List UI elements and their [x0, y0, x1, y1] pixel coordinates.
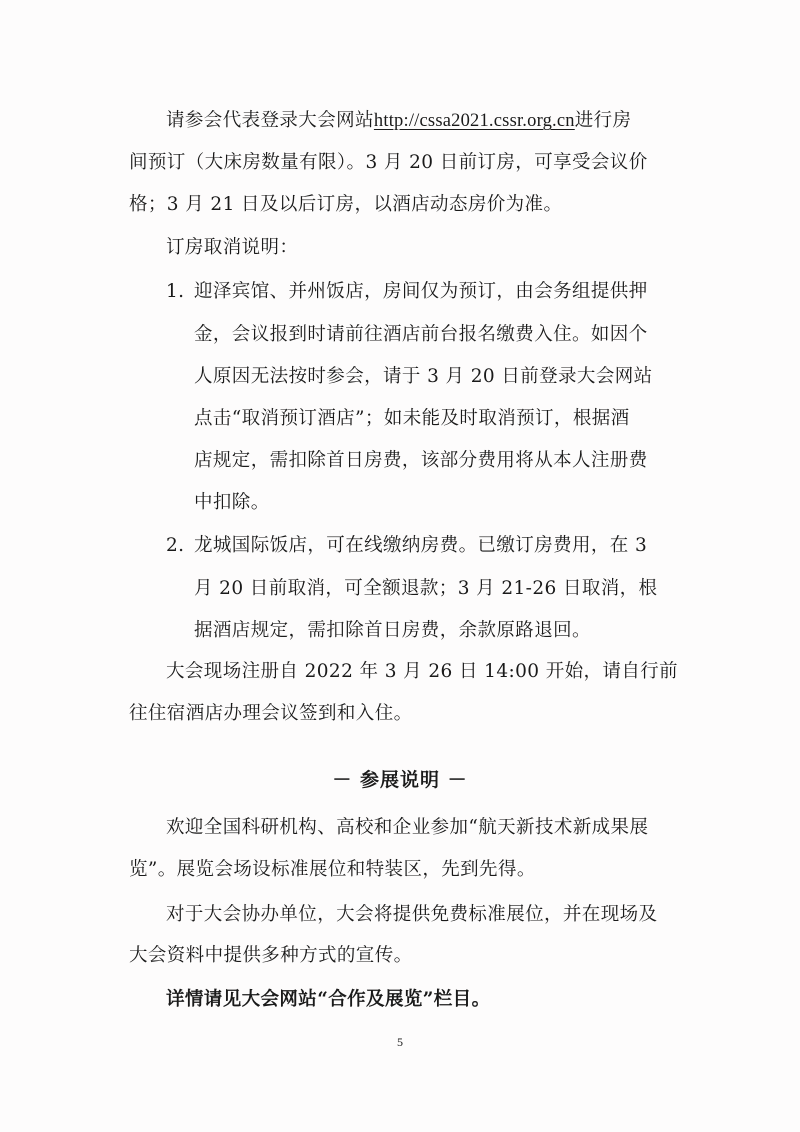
- details-note: 详情请见大会网站“合作及展览”栏目。: [166, 989, 491, 1010]
- item-1-line-4: 点击“取消预订酒店”；如未能及时取消预订，根据酒: [194, 408, 630, 429]
- booking-paragraph-line-3: 格；3 月 21 日及以后订房，以酒店动态房价为准。: [129, 194, 563, 215]
- cancellation-title: 订房取消说明：: [166, 237, 299, 258]
- booking-text-suffix: 进行房: [574, 110, 632, 131]
- page-number: 5: [397, 1035, 403, 1049]
- item-1-line-5: 店规定，需扣除首日房费，该部分费用将从本人注册费: [194, 450, 648, 471]
- item-2-line-2: 月 20 日前取消，可全额退款；3 月 21-26 日取消，根: [194, 578, 658, 599]
- item-1-line-6: 中扣除。: [194, 492, 270, 513]
- item-1-line-1: 迎泽宾馆、并州饭店，房间仅为预订，由会务组提供押: [194, 281, 648, 302]
- exhibition-p1-line-1: 欢迎全国科研机构、高校和企业参加“航天新技术新成果展: [166, 817, 649, 838]
- conference-website-link[interactable]: http://cssa2021.cssr.org.cn: [373, 111, 575, 131]
- booking-text-prefix: 请参会代表登录大会网站: [166, 110, 374, 131]
- item-1-line-3: 人原因无法按时参会，请于 3 月 20 日前登录大会网站: [194, 366, 653, 387]
- booking-paragraph-line-1: [166, 109, 631, 133]
- registration-line-1: 大会现场注册自 2022 年 3 月 26 日 14:00 开始，请自行前: [166, 661, 679, 682]
- item-2-line-3: 据酒店规定，需扣除首日房费，余款原路退回。: [194, 620, 591, 641]
- item-2-number: 2.: [166, 535, 185, 556]
- registration-line-2: 往住宿酒店办理会议签到和入住。: [129, 703, 413, 724]
- item-2-line-1: 龙城国际饭店，可在线缴纳房费。已缴订房费用，在 3: [194, 535, 648, 556]
- exhibition-p2-line-1: 对于大会协办单位，大会将提供免费标准展位，并在现场及: [166, 904, 658, 925]
- exhibition-p2-line-2: 大会资料中提供多种方式的宣传。: [129, 945, 413, 966]
- exhibition-heading: － 参展说明 －: [332, 769, 468, 791]
- booking-paragraph-line-2: 间预订（大床房数量有限）。3 月 20 日前订房，可享受会议价: [129, 152, 648, 173]
- item-1-line-2: 金，会议报到时请前往酒店前台报名缴费入住。如因个: [194, 324, 648, 345]
- exhibition-p1-line-2: 览”。展览会场设标准展位和特装区，先到先得。: [129, 859, 536, 880]
- item-1-number: 1.: [166, 281, 185, 302]
